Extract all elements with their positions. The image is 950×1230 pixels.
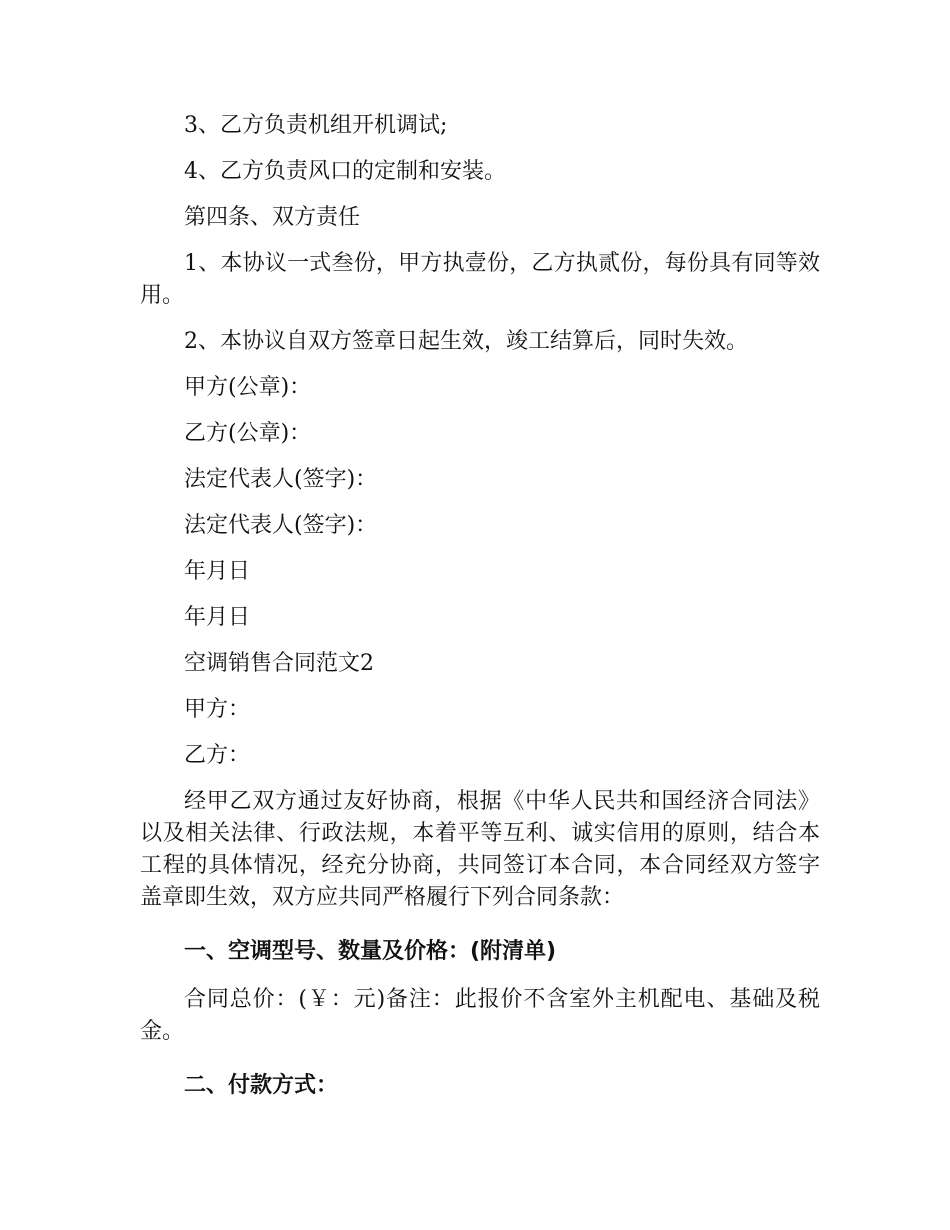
paragraph-item-3: 3、乙方负责机组开机调试; [184,113,448,138]
section-heading-article-4: 第四条、双方责任 [184,205,361,230]
paragraph-effective: 2、本协议自双方签章日起生效，竣工结算后，同时失效。 [184,329,748,354]
contract-title-2: 空调销售合同范文2 [184,651,374,676]
paragraph-copies: 1、本协议一式叁份，甲方执壹份，乙方执贰份，每份具有同等效用。 [140,251,820,308]
date-line-a: 年月日 [184,559,251,584]
party-b-line: 乙方： [184,743,251,768]
legal-rep-signature-b: 法定代表人(签字)： [184,513,378,538]
paragraph-item-4: 4、乙方负责风口的定制和安装。 [184,159,506,184]
date-line-b: 年月日 [184,605,251,630]
contract-total-price: 合同总价：(￥：元)备注：此报价不含室外主机配电、基础及税金。 [140,987,820,1044]
section-heading-models: 一、空调型号、数量及价格：(附清单) [184,939,557,964]
party-a-seal: 甲方(公章)： [184,375,312,400]
section-heading-payment: 二、付款方式： [184,1073,339,1098]
legal-rep-signature-a: 法定代表人(签字)： [184,467,378,492]
document-body [140,110,820,1118]
party-b-seal: 乙方(公章)： [184,421,312,446]
party-a-line: 甲方： [184,697,251,722]
contract-preamble: 经甲乙双方通过友好协商，根据《中华人民共和国经济合同法》以及相关法律、行政法规，本着平等互利、诚实信用的原则，结合本工程的具体情况，经充分协商，共同签订本合同，本合同经双方签字盖章即生效，双方应共同严格履行下列合同条款： [140,789,820,910]
